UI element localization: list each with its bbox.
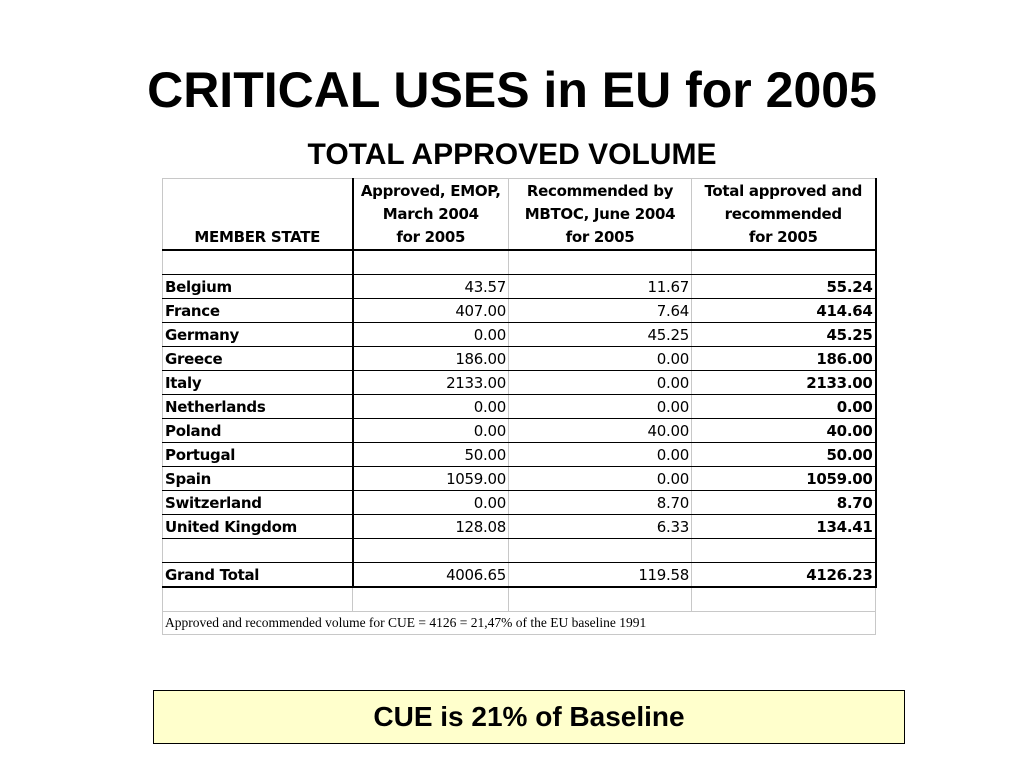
note-row [163,612,876,635]
header-approved-line-2: March 2004 [382,205,479,223]
member-state-cell: Portugal [163,443,353,467]
member-state-cell: Poland [163,419,353,443]
spacer-row [163,250,876,275]
table-row [163,419,876,443]
table-row [163,443,876,467]
member-state-cell: United Kingdom [163,515,353,539]
spacer-cell [692,250,876,275]
recommended-cell: 0.00 [509,347,692,371]
recommended-cell: 0.00 [509,443,692,467]
approved-cell: 43.57 [353,275,509,299]
grand-total-total: 4126.23 [692,563,876,588]
recommended-cell: 8.70 [509,491,692,515]
spacer-cell [509,587,692,612]
header-recommended [509,179,692,251]
approved-cell: 1059.00 [353,467,509,491]
grand-total-label: Grand Total [163,563,353,588]
table-note: Approved and recommended volume for CUE = 4126 = 21,47% of the EU baseline 1991 [163,612,876,635]
member-state-cell: Germany [163,323,353,347]
grand-total-approved: 4006.65 [353,563,509,588]
spacer-cell [353,587,509,612]
callout-box: CUE is 21% of Baseline [153,690,905,744]
recommended-cell: 6.33 [509,515,692,539]
table-row [163,467,876,491]
recommended-cell: 11.67 [509,275,692,299]
recommended-cell: 0.00 [509,467,692,491]
approved-cell: 128.08 [353,515,509,539]
spacer-cell [509,250,692,275]
approved-cell: 0.00 [353,323,509,347]
table-row [163,275,876,299]
total-cell: 8.70 [692,491,876,515]
header-member-state: MEMBER STATE [163,179,353,251]
total-cell: 45.25 [692,323,876,347]
approved-cell: 186.00 [353,347,509,371]
member-state-cell: Italy [163,371,353,395]
header-recommended-line-1: Recommended by [526,182,674,200]
header-approved-line-1: Approved, EMOP, [360,182,501,200]
header-approved [353,179,509,251]
table-row [163,395,876,419]
recommended-cell: 40.00 [509,419,692,443]
table-row [163,299,876,323]
approved-cell: 0.00 [353,491,509,515]
approved-cell: 0.00 [353,395,509,419]
table-row [163,491,876,515]
grand-total-row [163,563,876,588]
spacer-cell [163,539,353,563]
approved-cell: 50.00 [353,443,509,467]
total-cell: 50.00 [692,443,876,467]
recommended-cell: 45.25 [509,323,692,347]
approved-volume-table [162,178,877,635]
approved-cell: 2133.00 [353,371,509,395]
table-row [163,371,876,395]
header-total-line-1: Total approved and [704,182,863,200]
total-cell: 414.64 [692,299,876,323]
slide-title: CRITICAL USES in EU for 2005 [147,62,877,118]
header-total [692,179,876,251]
spacer-cell [692,539,876,563]
spacer-cell [353,250,509,275]
total-cell: 1059.00 [692,467,876,491]
recommended-cell: 7.64 [509,299,692,323]
member-state-cell: France [163,299,353,323]
member-state-cell: Belgium [163,275,353,299]
spacer-row [163,587,876,612]
member-state-cell: Switzerland [163,491,353,515]
spacer-cell [353,539,509,563]
approved-cell: 407.00 [353,299,509,323]
total-cell: 55.24 [692,275,876,299]
total-cell: 2133.00 [692,371,876,395]
member-state-cell: Greece [163,347,353,371]
approved-cell: 0.00 [353,419,509,443]
table-row [163,515,876,539]
member-state-cell: Netherlands [163,395,353,419]
member-state-cell: Spain [163,467,353,491]
header-total-line-2: recommended [724,205,842,223]
total-cell: 134.41 [692,515,876,539]
header-approved-line-3: for 2005 [396,228,466,246]
header-total-line-3: for 2005 [748,228,818,246]
table-header-row [163,179,876,251]
header-recommended-line-2: MBTOC, June 2004 [524,205,676,223]
spacer-cell [163,250,353,275]
total-cell: 0.00 [692,395,876,419]
spacer-cell [692,587,876,612]
table-row [163,323,876,347]
recommended-cell: 0.00 [509,395,692,419]
header-recommended-line-3: for 2005 [565,228,635,246]
total-cell: 40.00 [692,419,876,443]
spacer-row [163,539,876,563]
spacer-cell [509,539,692,563]
total-cell: 186.00 [692,347,876,371]
recommended-cell: 0.00 [509,371,692,395]
slide-subtitle: TOTAL APPROVED VOLUME [307,138,717,171]
spacer-cell [163,587,353,612]
grand-total-recommended: 119.58 [509,563,692,588]
table-row [163,347,876,371]
